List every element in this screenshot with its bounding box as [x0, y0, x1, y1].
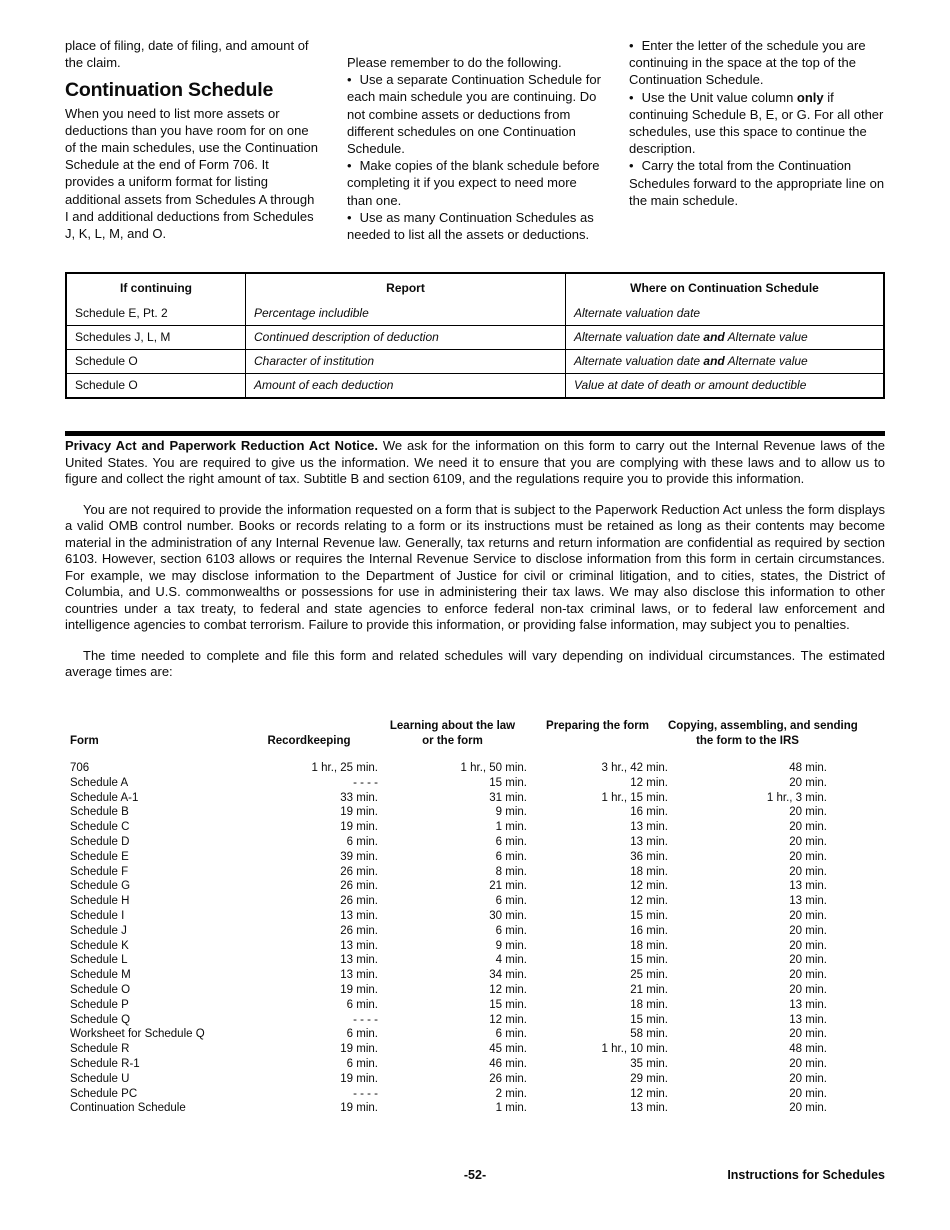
cell-recordkeeping: - - - -	[353, 1087, 378, 1100]
table-row	[67, 325, 883, 349]
cell-copying: 20 min.	[789, 983, 827, 996]
cell-preparing: 16 min.	[630, 806, 668, 819]
cell-copying: 20 min.	[789, 806, 827, 819]
table-row	[65, 879, 827, 894]
cell-where: Value at date of death or amount deductible	[574, 378, 807, 392]
cell-if-continuing: Schedule O	[67, 350, 246, 373]
cell-where: Alternate valuation date and Alternate value	[574, 354, 808, 368]
cell-recordkeeping: 6 min.	[346, 1057, 378, 1070]
cell-preparing: 15 min.	[630, 954, 668, 967]
column-header-where: Where on Continuation Schedule	[630, 281, 819, 295]
bullet-text: Enter the letter of the schedule you are continuing in the space at the top of the Continuation Schedule.	[629, 38, 866, 88]
bullet-text: Use the Unit value column only if continuing Schedule B, E, or G. For all other schedules, use this space to continue the description.	[629, 89, 884, 157]
table-row	[67, 302, 883, 325]
cell-form: Schedule K	[70, 939, 129, 952]
cell-form: Schedule E	[70, 850, 129, 863]
cell-form: Schedule A	[70, 776, 129, 789]
cell-preparing: 12 min.	[630, 895, 668, 908]
cell-copying: 20 min.	[789, 821, 827, 834]
cell-form: Schedule F	[70, 865, 129, 878]
cell-preparing: 13 min.	[630, 835, 668, 848]
table-row	[65, 776, 827, 791]
cell-learning: 15 min.	[489, 776, 527, 789]
cell-recordkeeping: 26 min.	[340, 865, 378, 878]
continuation-schedule-table	[65, 272, 885, 399]
cell-preparing: 18 min.	[630, 939, 668, 952]
table-row	[65, 983, 827, 998]
column-header-learning	[378, 719, 527, 749]
cell-form: Worksheet for Schedule Q	[70, 1028, 205, 1041]
cell-copying: 20 min.	[789, 969, 827, 982]
cell-learning: 45 min.	[489, 1043, 527, 1056]
column-header-if-continuing: If continuing	[67, 274, 246, 302]
cell-preparing: 3 hr., 42 min.	[601, 762, 668, 774]
bullet-item	[347, 157, 603, 209]
cell-copying: 20 min.	[789, 776, 827, 789]
cell-recordkeeping: 26 min.	[340, 880, 378, 893]
cell-learning: 6 min.	[495, 1028, 527, 1041]
bullet-icon: •	[347, 158, 352, 174]
bullet-icon: •	[629, 158, 634, 174]
paragraph-continued-fragment: place of filing, date of filing, and amount of the claim.	[65, 38, 309, 71]
bullet-text: Make copies of the blank schedule before completing it if you expect to need more than one.	[347, 158, 600, 208]
bullet-icon: •	[629, 89, 634, 105]
cell-preparing: 16 min.	[630, 924, 668, 937]
section-heading: Continuation Schedule	[65, 79, 274, 102]
cell-form: Schedule J	[70, 924, 127, 937]
cell-recordkeeping: - - - -	[353, 776, 378, 789]
cell-preparing: 36 min.	[630, 850, 668, 863]
bullet-text: Use a separate Continuation Schedule for each main schedule you are continuing. Do not combine assets or deductions from different schedules on one Continuation Schedule.	[347, 72, 601, 157]
cell-learning: 4 min.	[495, 954, 527, 967]
cell-preparing: 18 min.	[630, 865, 668, 878]
bullet-list	[347, 71, 603, 243]
cell-copying: 13 min.	[789, 895, 827, 908]
column-header-copying	[668, 719, 858, 749]
cell-copying: 20 min.	[789, 954, 827, 967]
privacy-notice-paragraph: Privacy Act and Paperwork Reduction Act Notice. We ask for the information on this form to carry out the Internal Revenue laws of the United States. You are required to give us the information. We need it to ensure that you are complying with these laws and to allow us to figure and collect the right amount of tax. Subtitle B and section 6109, and the regulations require you to provide this information.	[65, 438, 885, 486]
cell-recordkeeping: 6 min.	[346, 1028, 378, 1041]
cell-form: Schedule O	[70, 983, 131, 996]
table-row	[65, 805, 827, 820]
cell-form: Schedule R	[70, 1043, 130, 1056]
table-row	[65, 1027, 827, 1042]
bullet-icon: •	[347, 209, 352, 225]
cell-preparing: 13 min.	[630, 821, 668, 834]
cell-learning: 46 min.	[489, 1057, 527, 1070]
table-row	[65, 761, 827, 776]
cell-report: Continued description of deduction	[246, 326, 566, 349]
cell-preparing: 12 min.	[630, 1087, 668, 1100]
table-row	[65, 1101, 827, 1116]
cell-learning: 1 min.	[495, 1102, 527, 1115]
estimated-times-table	[65, 719, 858, 1116]
cell-preparing: 1 hr., 10 min.	[601, 1043, 668, 1056]
bullet-text: Use as many Continuation Schedules as needed to list all the assets or deductions.	[347, 209, 594, 243]
cell-report: Character of institution	[246, 350, 566, 373]
cell-learning: 1 hr., 50 min.	[460, 762, 527, 774]
cell-learning: 15 min.	[489, 998, 527, 1011]
cell-copying: 48 min.	[789, 1043, 827, 1056]
cell-learning: 12 min.	[489, 1013, 527, 1026]
header-line: Form	[70, 735, 99, 747]
cell-preparing: 29 min.	[630, 1072, 668, 1085]
cell-form: Schedule Q	[70, 1013, 131, 1026]
cell-form: Schedule P	[70, 998, 129, 1011]
header-line	[70, 719, 240, 734]
cell-recordkeeping: 13 min.	[340, 954, 378, 967]
bullet-item	[629, 157, 885, 209]
cell-copying: 1 hr., 3 min.	[766, 791, 827, 804]
cell-recordkeeping: 6 min.	[346, 998, 378, 1011]
cell-recordkeeping: 26 min.	[340, 895, 378, 908]
header-line	[240, 719, 378, 734]
cell-report: Amount of each deduction	[246, 374, 566, 397]
cell-form: Schedule L	[70, 954, 128, 967]
text-column-3	[629, 37, 885, 243]
table-row	[65, 894, 827, 909]
cell-recordkeeping: 13 min.	[340, 909, 378, 922]
cell-form: 706	[70, 762, 90, 774]
cell-preparing: 1 hr., 15 min.	[601, 791, 668, 804]
cell-recordkeeping: 13 min.	[340, 939, 378, 952]
section-divider	[65, 431, 885, 436]
table-row	[65, 1057, 827, 1072]
header-line	[527, 734, 668, 749]
cell-copying: 20 min.	[789, 865, 827, 878]
cell-learning: 12 min.	[489, 983, 527, 996]
cell-copying: 13 min.	[789, 1013, 827, 1026]
header-line: Recordkeeping	[267, 735, 351, 747]
cell-learning: 8 min.	[495, 865, 527, 878]
cell-preparing: 13 min.	[630, 1102, 668, 1115]
cell-form: Schedule G	[70, 880, 131, 893]
cell-form: Schedule U	[70, 1072, 130, 1085]
table-header-row	[65, 719, 858, 749]
header-line: or the form	[422, 735, 483, 747]
table-row	[65, 998, 827, 1013]
table-body	[65, 761, 827, 1116]
cell-learning: 31 min.	[489, 791, 527, 804]
cell-form: Schedule R-1	[70, 1057, 140, 1070]
bullet-item	[629, 37, 885, 89]
cell-preparing: 15 min.	[630, 909, 668, 922]
cell-recordkeeping: 19 min.	[340, 821, 378, 834]
cell-form: Schedule PC	[70, 1087, 138, 1100]
bullet-item	[629, 89, 885, 158]
table-row	[65, 835, 827, 850]
table-row	[65, 953, 827, 968]
table-row	[67, 349, 883, 373]
column-header-form	[65, 719, 240, 749]
cell-copying: 20 min.	[789, 1087, 827, 1100]
cell-where: Alternate valuation date and Alternate value	[574, 330, 808, 344]
table-row	[67, 373, 883, 397]
page-footer	[65, 1168, 885, 1188]
privacy-act-notice-section	[65, 438, 885, 689]
cell-form: Schedule I	[70, 909, 125, 922]
table-row	[65, 791, 827, 806]
text-column-1	[65, 37, 321, 243]
time-needed-paragraph: The time needed to complete and file this form and related schedules will vary depending on individual circumstances. The estimated average times are:	[65, 647, 885, 679]
cell-learning: 9 min.	[495, 806, 527, 819]
cell-recordkeeping: 33 min.	[340, 791, 378, 804]
cell-recordkeeping: 26 min.	[340, 924, 378, 937]
cell-preparing: 15 min.	[630, 1013, 668, 1026]
cell-copying: 20 min.	[789, 835, 827, 848]
column-header-preparing	[527, 719, 668, 749]
bullet-icon: •	[347, 72, 352, 88]
cell-preparing: 12 min.	[630, 776, 668, 789]
table-header-row	[67, 274, 883, 302]
table-row	[65, 909, 827, 924]
table-row	[65, 924, 827, 939]
cell-if-continuing: Schedule E, Pt. 2	[67, 302, 246, 325]
cell-learning: 6 min.	[495, 895, 527, 908]
cell-preparing: 58 min.	[630, 1028, 668, 1041]
cell-copying: 20 min.	[789, 1102, 827, 1115]
table-row	[65, 865, 827, 880]
cell-if-continuing: Schedules J, L, M	[67, 326, 246, 349]
cell-recordkeeping: - - - -	[353, 1013, 378, 1026]
cell-report: Percentage includible	[246, 302, 566, 325]
cell-where: Alternate valuation date	[574, 306, 701, 320]
cell-recordkeeping: 39 min.	[340, 850, 378, 863]
table-row	[65, 968, 827, 983]
cell-learning: 34 min.	[489, 969, 527, 982]
table-row	[65, 820, 827, 835]
cell-learning: 6 min.	[495, 850, 527, 863]
cell-learning: 1 min.	[495, 821, 527, 834]
column-header-recordkeeping	[240, 719, 378, 749]
text-column-2	[347, 37, 603, 243]
footer-section-title: Instructions for Schedules	[727, 1168, 885, 1182]
cell-form: Schedule D	[70, 835, 130, 848]
cell-recordkeeping: 13 min.	[340, 969, 378, 982]
cell-preparing: 25 min.	[630, 969, 668, 982]
bullet-item	[347, 209, 603, 243]
cell-copying: 20 min.	[789, 1028, 827, 1041]
cell-recordkeeping: 19 min.	[340, 983, 378, 996]
table-body	[67, 302, 883, 397]
cell-copying: 20 min.	[789, 909, 827, 922]
cell-copying: 20 min.	[789, 1072, 827, 1085]
cell-copying: 48 min.	[789, 762, 827, 774]
cell-preparing: 18 min.	[630, 998, 668, 1011]
cell-learning: 6 min.	[495, 924, 527, 937]
cell-learning: 6 min.	[495, 835, 527, 848]
cell-learning: 9 min.	[495, 939, 527, 952]
cell-form: Schedule M	[70, 969, 131, 982]
header-line: Learning about the law	[389, 720, 516, 732]
page-number: -52-	[463, 1168, 487, 1182]
cell-recordkeeping: 1 hr., 25 min.	[311, 762, 378, 774]
cell-copying: 20 min.	[789, 1057, 827, 1070]
cell-recordkeeping: 19 min.	[340, 806, 378, 819]
cell-form: Continuation Schedule	[70, 1102, 186, 1115]
bullet-item	[347, 71, 603, 157]
cell-recordkeeping: 19 min.	[340, 1102, 378, 1115]
bullet-icon: •	[629, 38, 634, 53]
table-row	[65, 1013, 827, 1028]
cell-preparing: 35 min.	[630, 1057, 668, 1070]
cell-form: Schedule C	[70, 821, 130, 834]
paperwork-reduction-paragraph: You are not required to provide the information requested on a form that is subject to the Paperwork Reduction Act unless the form displays a valid OMB control number. Books or records relating to a form or its instructions must be retained as long as their contents may become material in the administration of any Internal Revenue law. Generally, tax returns and return information are confidential as required by section 6103. However, section 6103 allows or requires the Internal Revenue Service to disclose information from this form in certain circumstances. For example, we may disclose information to the Department of Justice for civil or criminal litigation, and to cities, states, the District of Columbia, and U.S. commonwealths or possessions for use in administering their tax laws. We may also disclose this information to other countries under a tax treaty, to federal and state agencies to enforce federal non-tax criminal laws, or to federal law enforcement and intelligence agencies to combat terrorism. Failure to provide this information, or providing false information, may subject you to penalties.	[65, 501, 885, 632]
cell-copying: 20 min.	[789, 924, 827, 937]
cell-learning: 26 min.	[489, 1072, 527, 1085]
cell-if-continuing: Schedule O	[67, 374, 246, 397]
cell-form: Schedule A-1	[70, 791, 139, 804]
paragraph-intro: Please remember to do the following.	[347, 55, 562, 70]
cell-learning: 2 min.	[495, 1087, 527, 1100]
table-row	[65, 939, 827, 954]
cell-recordkeeping: 19 min.	[340, 1072, 378, 1085]
cell-learning: 30 min.	[489, 909, 527, 922]
cell-copying: 13 min.	[789, 880, 827, 893]
table-row	[65, 1042, 827, 1057]
cell-form: Schedule H	[70, 895, 130, 908]
table-row	[65, 1087, 827, 1102]
bullet-list	[629, 37, 885, 209]
three-column-text-section	[65, 37, 885, 243]
cell-recordkeeping: 6 min.	[346, 835, 378, 848]
column-header-report: Report	[246, 274, 566, 302]
table-row	[65, 850, 827, 865]
paragraph: When you need to list more assets or deductions than you have room for on one of the main schedules, use the Continuation Schedule at the end of Form 706. It provides a uniform format for listing additional assets from Schedules A through I and additional deductions from Schedules J, K, L, M, and O.	[65, 105, 318, 242]
cell-form: Schedule B	[70, 806, 129, 819]
bullet-text: Carry the total from the Continuation Schedules forward to the appropriate line on the main schedule.	[629, 158, 885, 208]
header-line: Copying, assembling, and sending	[668, 720, 858, 732]
table-row	[65, 1072, 827, 1087]
cell-copying: 20 min.	[789, 939, 827, 952]
cell-copying: 20 min.	[789, 850, 827, 863]
header-line: the form to the IRS	[696, 735, 799, 747]
cell-copying: 13 min.	[789, 998, 827, 1011]
cell-learning: 21 min.	[489, 880, 527, 893]
cell-preparing: 12 min.	[630, 880, 668, 893]
header-line: Preparing the form	[546, 720, 649, 732]
cell-recordkeeping: 19 min.	[340, 1043, 378, 1056]
cell-preparing: 21 min.	[630, 983, 668, 996]
